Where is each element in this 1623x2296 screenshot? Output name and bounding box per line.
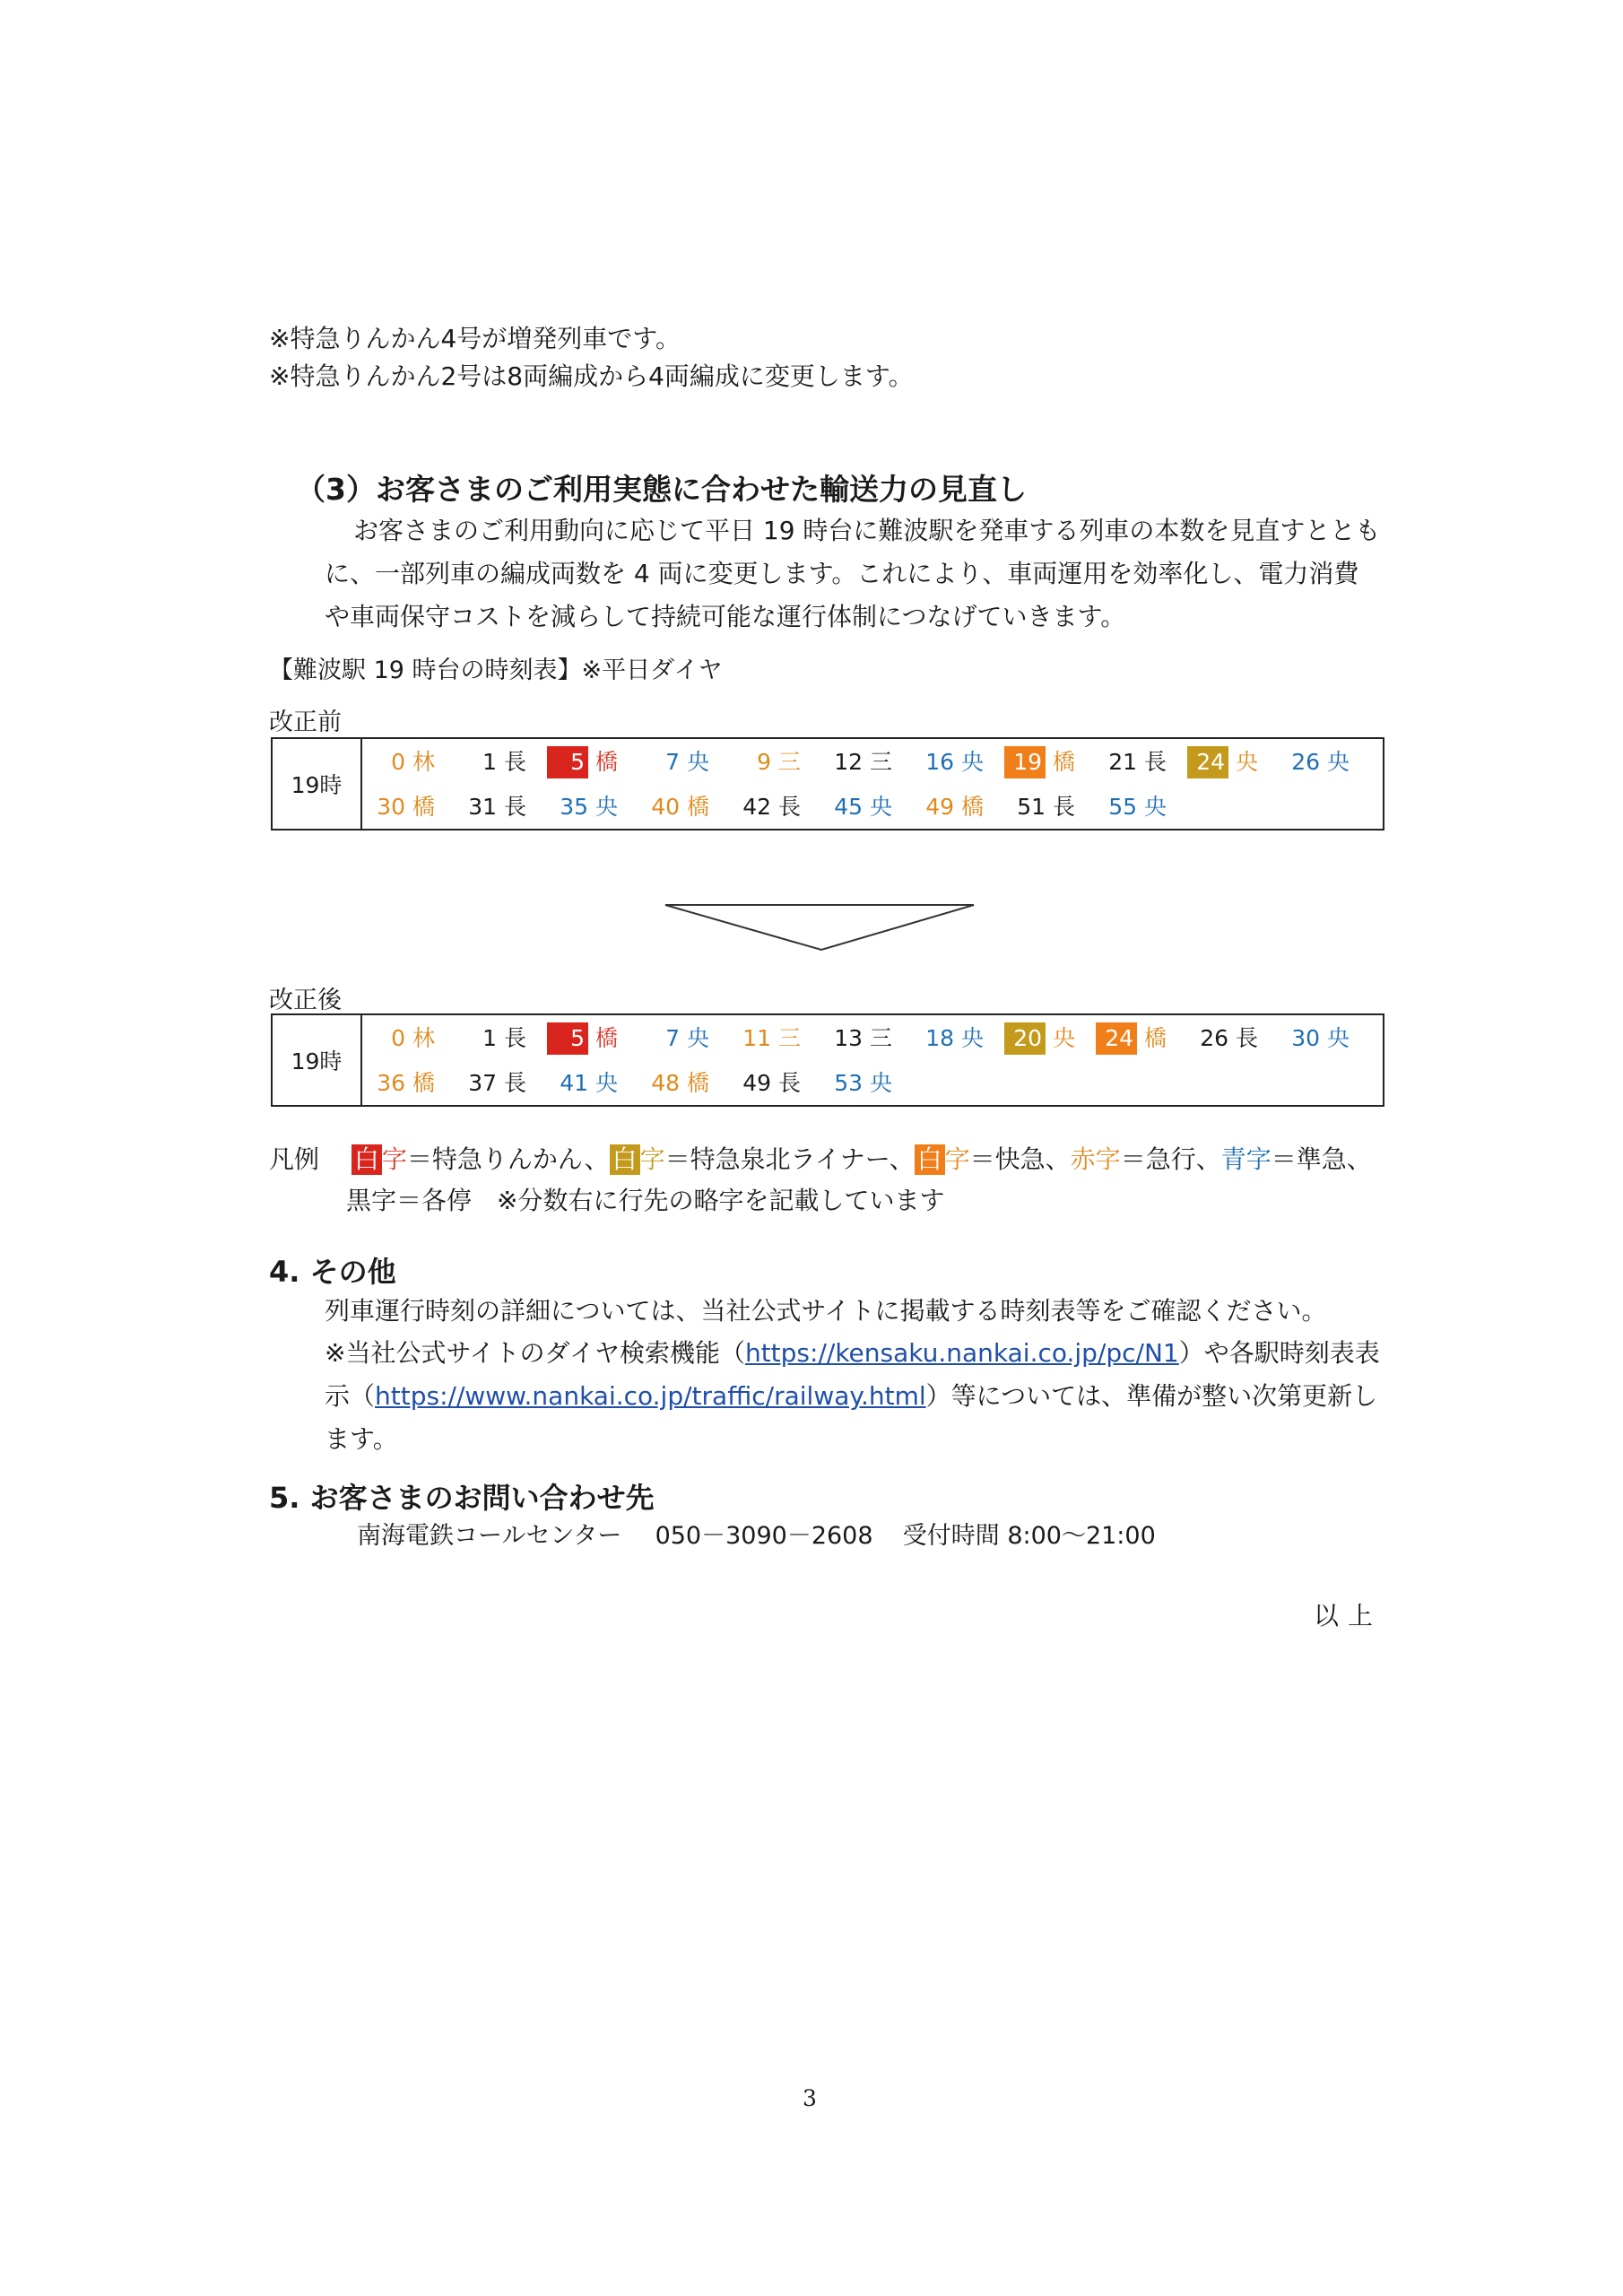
destination-abbrev: 長 — [504, 1025, 527, 1051]
timetable-entry — [913, 746, 1006, 778]
note-2: ※特急りんかん2号は8両編成から4両編成に変更します。 — [269, 361, 914, 391]
section-4-note-b: ）や各駅時刻表表示（ — [325, 1338, 1380, 1411]
legend-chip-limited-express: 白 — [352, 1144, 382, 1175]
timetable-entry — [1096, 791, 1189, 823]
departure-minute: 19 — [1004, 746, 1046, 778]
legend-item-senboku: ＝特急泉北ライナー、 — [664, 1144, 915, 1174]
legend-chip-suffix: 字 — [944, 1144, 970, 1174]
timetable-entry — [821, 791, 915, 823]
destination-abbrev: 橋 — [687, 1070, 710, 1096]
before-label: 改正前 — [269, 709, 342, 736]
timetable-entry — [1279, 746, 1372, 778]
departure-minute: 16 — [925, 749, 954, 775]
legend-line-2: 黒字＝各停 ※分数右に行先の略字を記載しています — [346, 1186, 945, 1215]
timetable-entry — [821, 1022, 915, 1055]
legend-chip-rapid-express: 白 — [915, 1144, 945, 1175]
destination-abbrev: 央 — [1053, 1025, 1076, 1051]
destination-abbrev: 央 — [1327, 749, 1350, 775]
departure-minute: 1 — [482, 749, 497, 775]
contact-phone: 050－3090－2608 — [655, 1522, 873, 1550]
departure-minute: 21 — [1108, 749, 1137, 775]
departure-minute: 49 — [925, 794, 954, 820]
departure-minute: 12 — [834, 749, 863, 775]
destination-abbrev: 長 — [1144, 749, 1167, 775]
timetable-row — [362, 784, 1383, 829]
timetable-entry — [547, 1067, 640, 1100]
timetable-entry — [821, 746, 915, 778]
timetable-entry — [1187, 1022, 1280, 1055]
section-4-note-a: ※当社公式サイトのダイヤ検索機能（ — [325, 1338, 745, 1368]
timetable-row — [362, 739, 1383, 784]
destination-abbrev: 橋 — [1053, 749, 1076, 775]
closing: 以上 — [1314, 1601, 1383, 1631]
legend — [269, 1139, 1372, 1222]
timetable-entry — [456, 1067, 549, 1100]
departure-minute: 24 — [1096, 1022, 1137, 1055]
departure-minute: 55 — [1108, 794, 1137, 820]
departure-minute: 35 — [560, 794, 588, 820]
destination-abbrev: 林 — [412, 1025, 436, 1051]
destination-abbrev: 央 — [870, 794, 893, 820]
timetable-row — [362, 1060, 1383, 1105]
timetable-entry — [1096, 1022, 1189, 1055]
departure-minute: 51 — [1017, 794, 1046, 820]
legend-chip-suffix: 字 — [381, 1144, 407, 1174]
departure-minute: 9 — [757, 749, 771, 775]
departure-minute: 41 — [560, 1070, 588, 1096]
legend-title: 凡例 — [269, 1144, 320, 1174]
destination-abbrev: 長 — [1053, 794, 1076, 820]
destination-abbrev: 橋 — [595, 1025, 619, 1051]
section-4-note-c: ）等については、準備が整い次第更新します。 — [325, 1381, 1378, 1454]
section-3-title: （3）お客さまのご利用実態に合わせた輸送力の見直し — [296, 472, 1027, 507]
timetable-entry — [1004, 791, 1098, 823]
departure-minute: 53 — [834, 1070, 863, 1096]
timetable-row — [362, 1015, 1383, 1060]
destination-abbrev: 央 — [961, 749, 985, 775]
timetable-entry — [638, 1067, 732, 1100]
destination-abbrev: 橋 — [595, 749, 619, 775]
departure-minute: 0 — [391, 749, 405, 775]
timetable-entry — [1187, 746, 1280, 778]
timetable-before — [271, 737, 1384, 831]
timetable-entry — [547, 1022, 640, 1055]
timetable-entry — [364, 746, 457, 778]
destination-abbrev: 橋 — [961, 794, 985, 820]
departure-minute: 26 — [1200, 1025, 1228, 1051]
timetable-entry — [638, 746, 732, 778]
departure-minute: 24 — [1187, 746, 1228, 778]
departure-minute: 5 — [547, 746, 588, 778]
destination-abbrev: 長 — [504, 749, 527, 775]
legend-item-semi-express: ＝準急、 — [1271, 1144, 1372, 1174]
destination-abbrev: 央 — [870, 1070, 893, 1096]
destination-abbrev: 橋 — [687, 794, 710, 820]
destination-abbrev: 長 — [504, 794, 527, 820]
section-5-title: 5. お客さまのお問い合わせ先 — [269, 1481, 655, 1515]
departure-minute: 26 — [1291, 749, 1320, 775]
destination-abbrev: 三 — [778, 1025, 802, 1051]
departure-minute: 37 — [468, 1070, 497, 1096]
hour-label: 19時 — [272, 738, 361, 830]
timetable-entry — [730, 746, 823, 778]
section-3-body: お客さまのご利用動向に応じて平日 19 時台に難波駅を発車する列車の本数を見直すとともに、一部列車の編成両数を 4 両に変更します。これにより、車両運用を効率化し、電力消費や車両保守コストを減らして持続可能な運行体制につなげていきます。 — [325, 516, 1381, 631]
departure-minute: 30 — [1291, 1025, 1320, 1051]
departure-minute: 36 — [377, 1070, 405, 1096]
contact-hours: 受付時間 8:00～21:00 — [902, 1522, 1156, 1550]
departure-minute: 0 — [391, 1025, 405, 1051]
timetable-entry — [547, 791, 640, 823]
timetable-entry — [364, 1067, 457, 1100]
timetable-entry — [1096, 746, 1189, 778]
railway-link[interactable]: https://www.nankai.co.jp/traffic/railway.html — [375, 1381, 926, 1411]
timetable-entry — [730, 791, 823, 823]
departure-minute: 40 — [651, 794, 680, 820]
hour-label: 19時 — [272, 1014, 361, 1106]
timetable-entry — [638, 791, 732, 823]
departure-minute: 20 — [1004, 1022, 1046, 1055]
destination-abbrev: 三 — [778, 749, 802, 775]
destination-abbrev: 長 — [778, 794, 802, 820]
page-number: 3 — [803, 2085, 817, 2111]
down-arrow-icon — [664, 901, 977, 955]
note-1: ※特急りんかん4号が増発列車です。 — [269, 324, 681, 353]
destination-abbrev: 央 — [687, 749, 710, 775]
timetable-entry — [730, 1067, 823, 1100]
departure-minute: 7 — [665, 1025, 680, 1051]
legend-chip-suffix: 字 — [639, 1144, 665, 1174]
destination-abbrev: 橋 — [412, 1070, 436, 1096]
destination-abbrev: 央 — [595, 794, 619, 820]
departure-minute: 49 — [742, 1070, 771, 1096]
legend-item-rapid: ＝快急、 — [969, 1144, 1071, 1174]
departure-minute: 7 — [665, 749, 680, 775]
legend-item-rinkan: ＝特急りんかん、 — [406, 1144, 610, 1174]
destination-abbrev: 長 — [504, 1070, 527, 1096]
destination-abbrev: 長 — [778, 1070, 802, 1096]
section-4-line-1: 列車運行時刻の詳細については、当社公式サイトに掲載する時刻表等をご確認ください。 — [325, 1296, 1327, 1326]
departure-minute: 42 — [742, 794, 771, 820]
timetable-entry — [364, 791, 457, 823]
departure-minute: 5 — [547, 1022, 588, 1055]
departure-minute: 18 — [925, 1025, 954, 1051]
contact-name: 南海電鉄コールセンター — [357, 1522, 622, 1550]
kensaku-link[interactable]: https://kensaku.nankai.co.jp/pc/N1 — [744, 1338, 1179, 1368]
destination-abbrev: 央 — [1327, 1025, 1350, 1051]
timetable-entry — [456, 791, 549, 823]
destination-abbrev: 長 — [1236, 1025, 1259, 1051]
timetable-entry — [364, 1022, 457, 1055]
after-label: 改正後 — [269, 987, 342, 1014]
timetable-caption: 【難波駅 19 時台の時刻表】※平日ダイヤ — [269, 657, 723, 684]
departure-minute: 31 — [468, 794, 497, 820]
contact-line — [357, 1516, 1156, 1551]
destination-abbrev: 橋 — [1144, 1025, 1167, 1051]
departure-minute: 1 — [482, 1025, 497, 1051]
legend-chip-senboku-liner: 白 — [610, 1144, 640, 1175]
timetable-entry — [913, 791, 1006, 823]
timetable-entry — [456, 1022, 549, 1055]
destination-abbrev: 央 — [961, 1025, 985, 1051]
destination-abbrev: 央 — [687, 1025, 710, 1051]
section-4-title: 4. その他 — [269, 1255, 396, 1289]
timetable-entry — [1004, 746, 1098, 778]
departure-minute: 45 — [834, 794, 863, 820]
timetable-after — [271, 1013, 1384, 1107]
legend-blue-text: 青字 — [1220, 1144, 1271, 1174]
timetable-entry — [456, 746, 549, 778]
destination-abbrev: 三 — [870, 749, 893, 775]
timetable-entry — [730, 1022, 823, 1055]
destination-abbrev: 三 — [870, 1025, 893, 1051]
timetable-entry — [638, 1022, 732, 1055]
departure-minute: 48 — [651, 1070, 680, 1096]
destination-abbrev: 央 — [1236, 749, 1259, 775]
timetable-entry — [821, 1067, 915, 1100]
timetable-entry — [547, 746, 640, 778]
destination-abbrev: 央 — [595, 1070, 619, 1096]
timetable-entry — [1004, 1022, 1098, 1055]
departure-minute: 30 — [377, 794, 405, 820]
legend-item-express: ＝急行、 — [1120, 1144, 1221, 1174]
timetable-entry — [1279, 1022, 1372, 1055]
departure-minute: 13 — [834, 1025, 863, 1051]
legend-red-text: 赤字 — [1070, 1144, 1121, 1174]
destination-abbrev: 央 — [1144, 794, 1167, 820]
destination-abbrev: 橋 — [412, 794, 436, 820]
timetable-entry — [913, 1022, 1006, 1055]
departure-minute: 11 — [742, 1025, 771, 1051]
destination-abbrev: 林 — [412, 749, 436, 775]
section-4-note — [325, 1332, 1383, 1461]
